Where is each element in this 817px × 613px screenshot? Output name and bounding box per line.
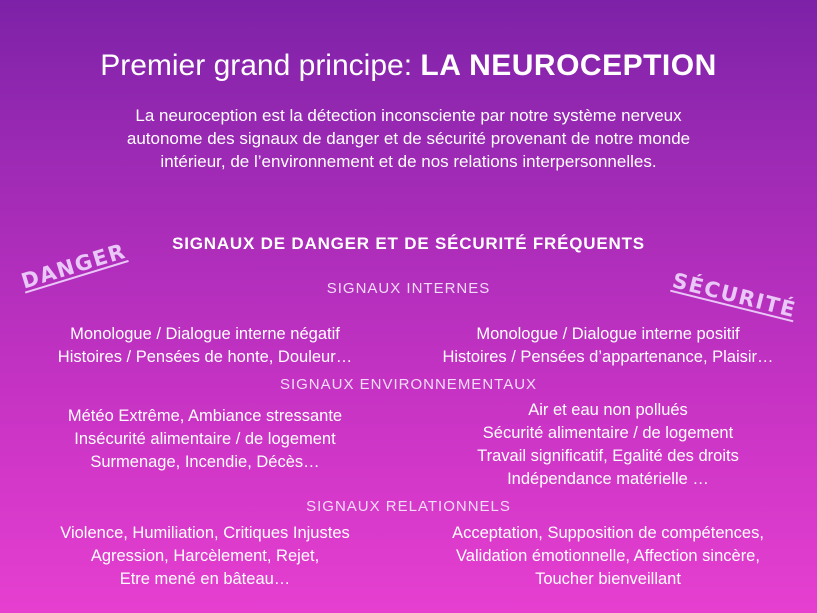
danger-label: DANGER [18, 238, 129, 294]
intro-line: La neuroception est la détection inconsciente par notre système nerveux [135, 106, 682, 125]
internes-danger-list [10, 323, 400, 369]
section-heading: SIGNAUX DE DANGER ET DE SÉCURITÉ FRÉQUENTS [172, 234, 645, 253]
intro-line: autonome des signaux de danger et de sécurité provenant de notre monde [126, 129, 691, 148]
list-item: Histoires / Pensées de honte, Douleur… [57, 348, 353, 366]
environnementaux-securite-list [408, 399, 808, 491]
list-item: Monologue / Dialogue interne négatif [70, 325, 340, 343]
list-item: Toucher bienveillant [535, 570, 681, 588]
list-item: Etre mené en bâteau… [119, 570, 291, 588]
list-item: Histoires / Pensées d’appartenance, Plaisir… [442, 348, 774, 366]
list-item: Air et eau non pollués [528, 401, 688, 419]
subheading-internes: SIGNAUX INTERNES [326, 280, 491, 297]
list-item: Météo Extrême, Ambiance stressante [67, 407, 343, 425]
title-prefix: Premier grand principe: [100, 49, 421, 82]
subheading-environnementaux: SIGNAUX ENVIRONNEMENTAUX [279, 376, 538, 393]
list-item: Acceptation, Supposition de compétences, [452, 524, 764, 542]
environnementaux-danger-list [10, 405, 400, 474]
internes-securite-list [408, 323, 808, 369]
list-item: Validation émotionnelle, Affection sincère, [456, 547, 760, 565]
list-item: Insécurité alimentaire / de logement [74, 430, 336, 448]
relationnels-securite-list [408, 522, 808, 591]
list-item: Violence, Humiliation, Critiques Injustes [60, 524, 350, 542]
title-bold: LA NEUROCEPTION [420, 49, 717, 82]
subheading-relationnels: SIGNAUX RELATIONNELS [306, 498, 511, 515]
list-item: Agression, Harcèlement, Rejet, [90, 547, 320, 565]
relationnels-danger-list [10, 522, 400, 591]
intro-line: intérieur, de l’environnement et de nos relations interpersonnelles. [160, 152, 657, 171]
list-item: Travail significatif, Egalité des droits [477, 447, 739, 465]
intro-text [60, 104, 757, 173]
list-item: Monologue / Dialogue interne positif [476, 325, 740, 343]
securite-label: SÉCURITÉ [670, 268, 799, 323]
list-item: Indépendance matérielle … [507, 470, 709, 488]
list-item: Surmenage, Incendie, Décès… [90, 453, 320, 471]
list-item: Sécurité alimentaire / de logement [482, 424, 734, 442]
page-title [0, 48, 817, 84]
